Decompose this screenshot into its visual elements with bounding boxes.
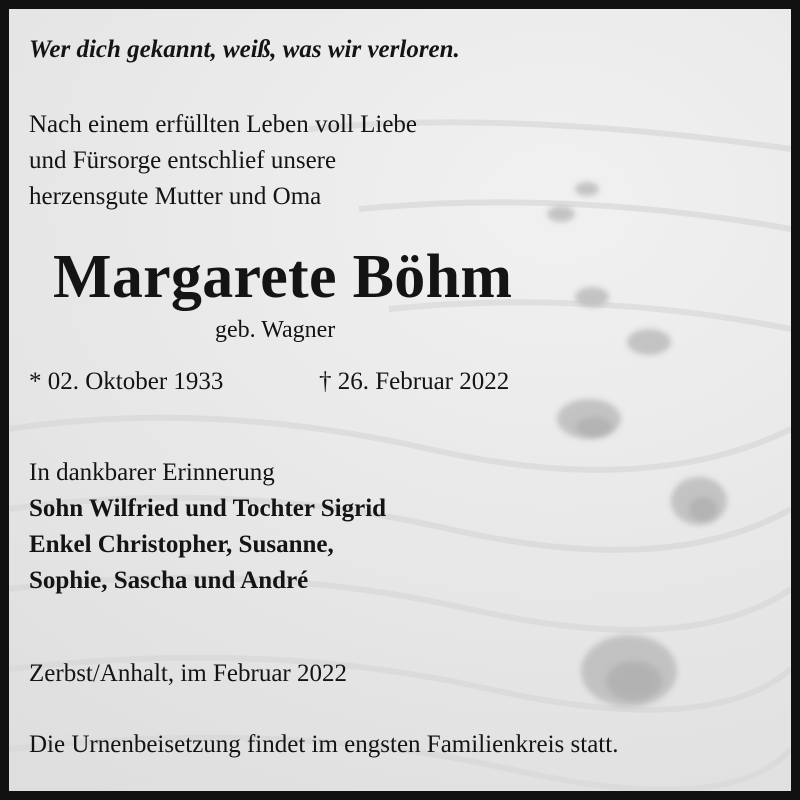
mourner-line: Sohn Wilfried und Tochter Sigrid — [29, 495, 387, 522]
birth-date: * 02. Oktober 1933 — [29, 368, 224, 395]
maiden-name: geb. Wagner — [215, 317, 336, 343]
remembrance-line: In dankbarer Erinnerung — [29, 459, 275, 486]
intro-line: herzensgute Mutter und Oma — [29, 183, 322, 210]
intro-text — [29, 107, 417, 215]
deceased-name: Margarete Böhm — [53, 243, 513, 311]
intro-line: und Fürsorge entschlief unsere — [29, 147, 337, 174]
intro-line: Nach einem erfüllten Leben voll Liebe — [29, 111, 418, 138]
funeral-note: Die Urnenbeisetzung findet im engsten Familienkreis statt. — [29, 731, 619, 758]
place-and-date: Zerbst/Anhalt, im Februar 2022 — [29, 660, 347, 687]
death-date: † 26. Februar 2022 — [319, 368, 510, 395]
motto-quote: Wer dich gekannt, weiß, was wir verloren. — [29, 36, 460, 63]
life-dates — [29, 368, 510, 396]
mourner-line: Enkel Christopher, Susanne, — [29, 531, 334, 558]
mourners-block — [29, 455, 386, 599]
mourner-line: Sophie, Sascha und André — [29, 567, 309, 594]
